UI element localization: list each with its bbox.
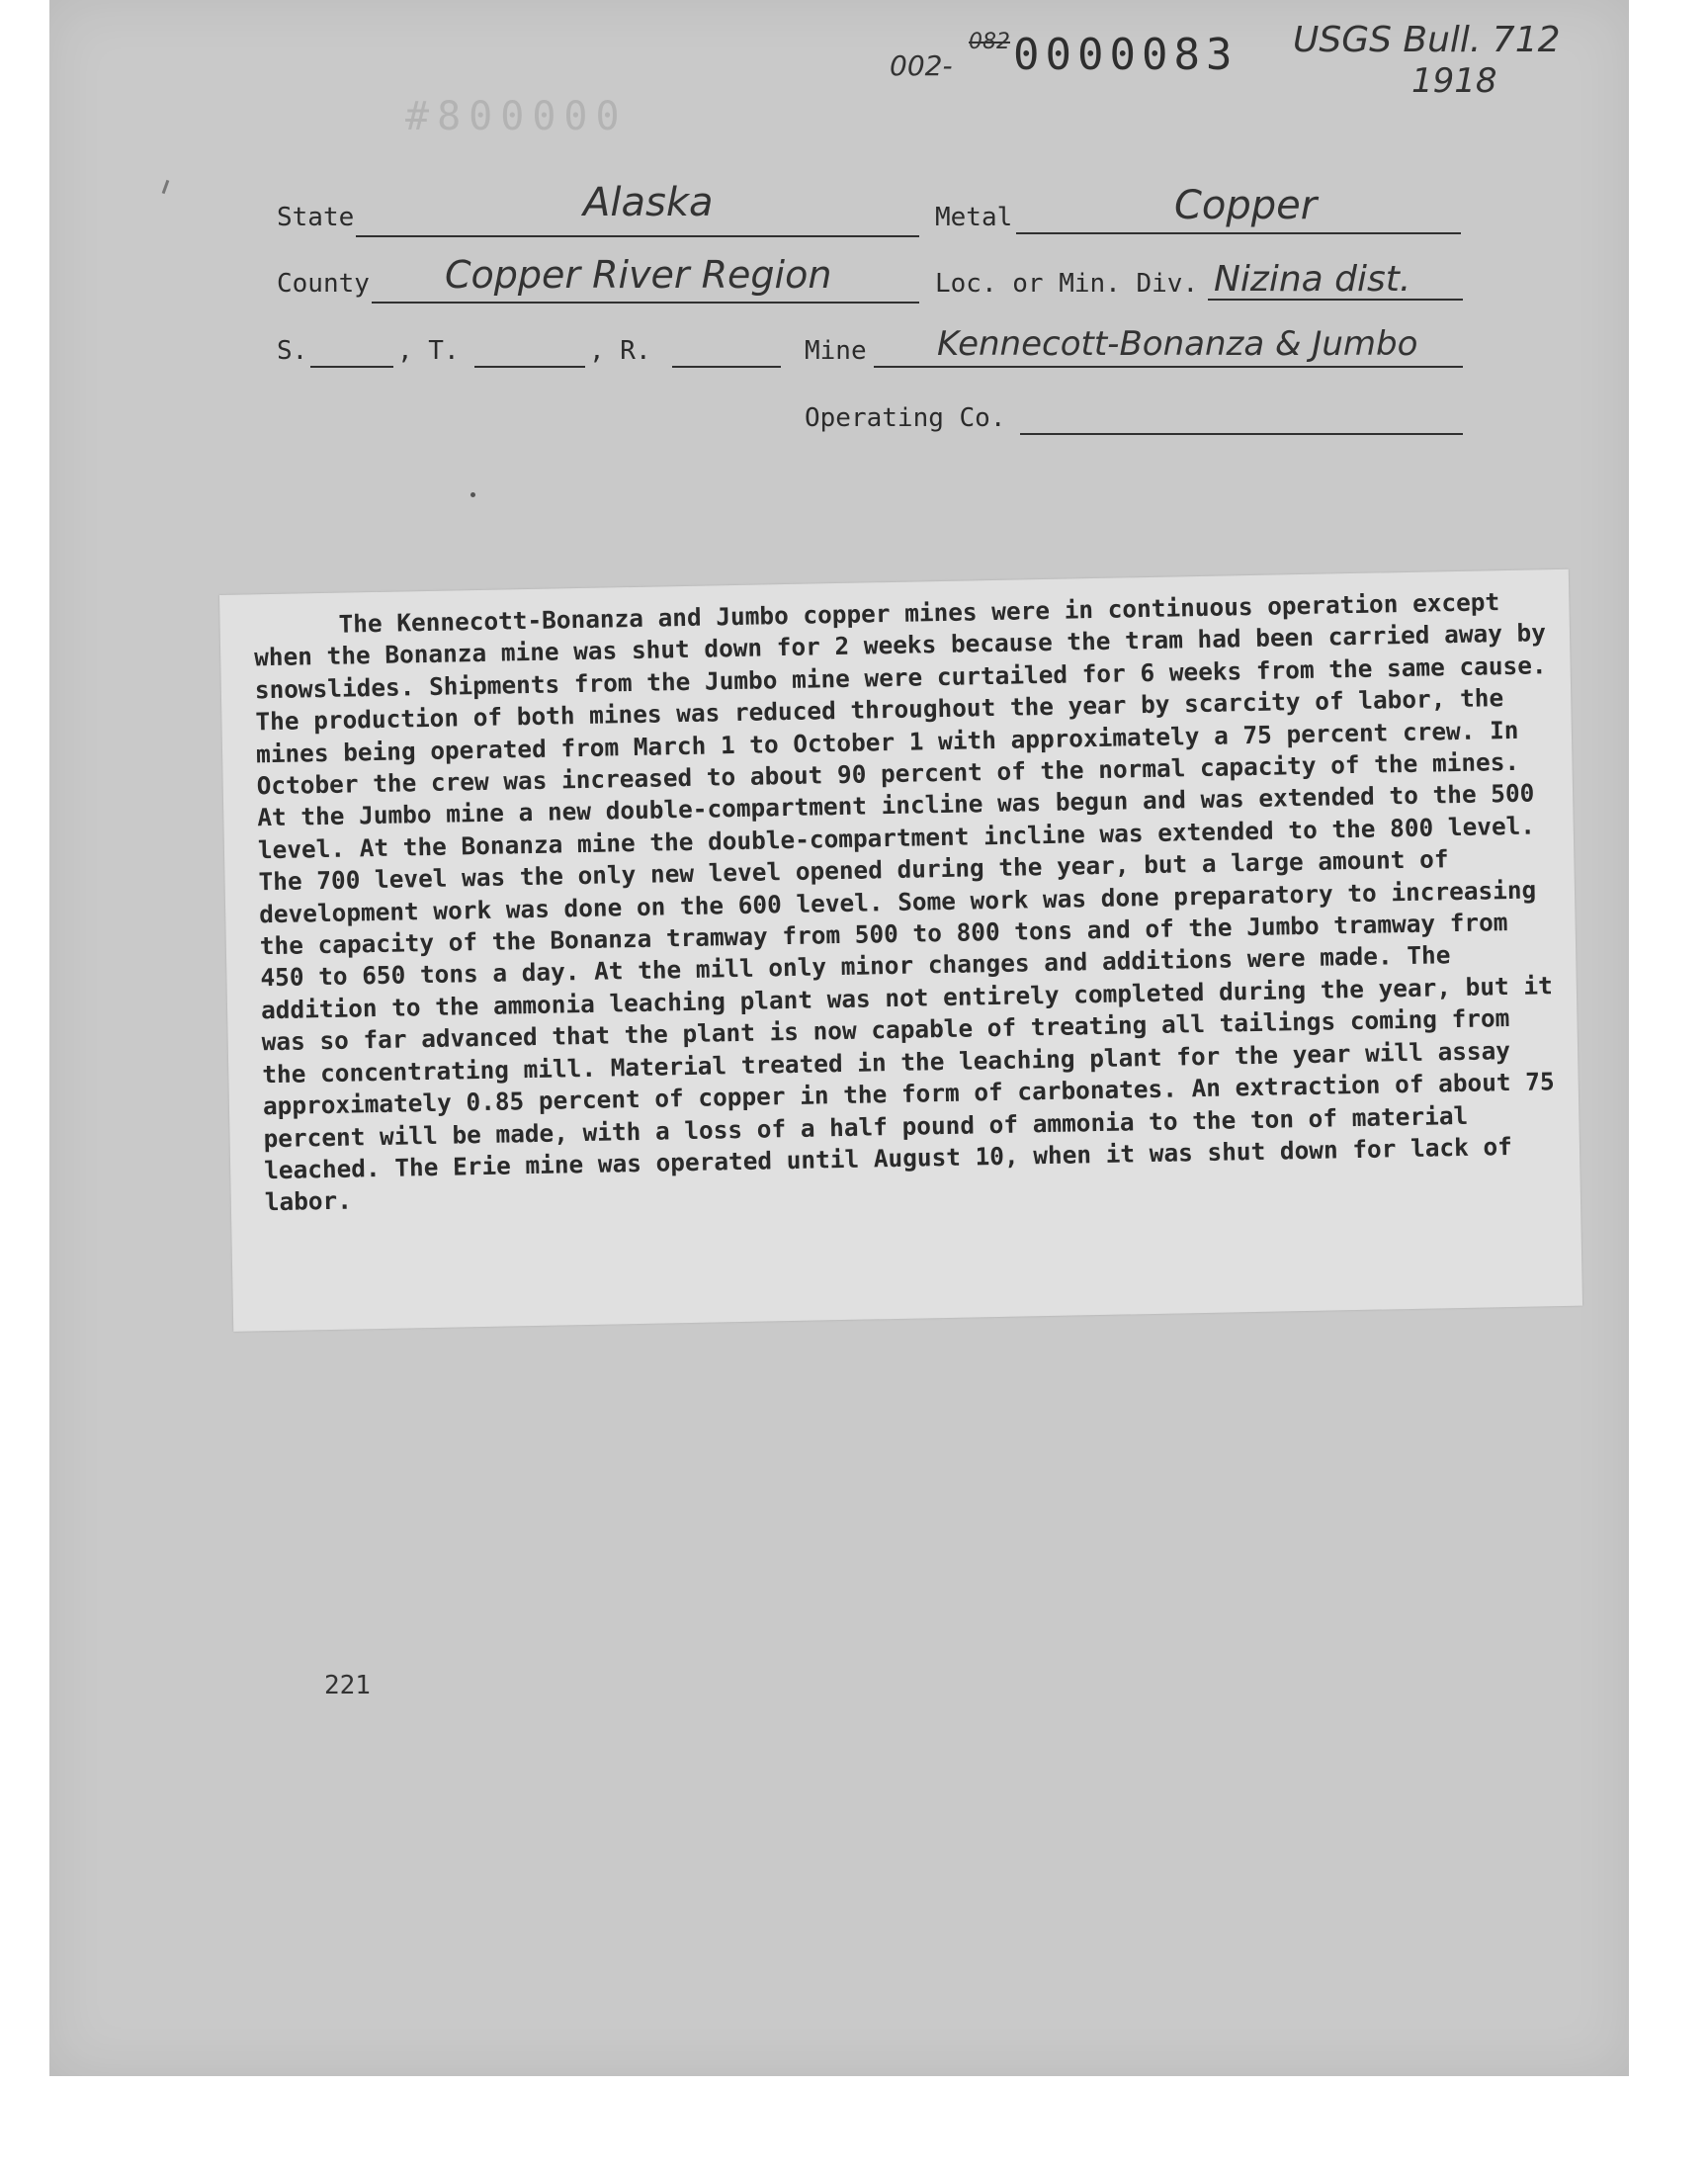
id-stamp-number: 0000083 [1013, 30, 1238, 80]
section-label: S. [277, 336, 308, 366]
state-label: State [277, 203, 355, 232]
source-note-bulletin: USGS Bull. 712 [1293, 20, 1561, 60]
metal-line [1016, 232, 1461, 234]
document-sheet [49, 0, 1629, 2076]
source-note-year: 1918 [1411, 61, 1497, 101]
metal-label: Metal [935, 203, 1013, 232]
state-line [356, 235, 919, 237]
id-prefix-handwritten: 002- [890, 49, 953, 82]
operating-co-label: Operating Co. [805, 403, 1006, 433]
typed-clipping [219, 569, 1582, 1332]
speck-mark [470, 492, 475, 497]
ghost-stamp-number: #800000 [405, 94, 628, 139]
township-label: , T. [397, 336, 460, 366]
page-number: 221 [324, 1671, 371, 1700]
mine-value: Kennecott-Bonanza & Jumbo [937, 324, 1418, 364]
range-label: , R. [589, 336, 651, 366]
operating-co-line [1020, 433, 1463, 435]
county-line [372, 302, 919, 304]
id-struck-number: 082 [969, 30, 1010, 54]
mine-label: Mine [805, 336, 867, 366]
county-label: County [277, 269, 370, 299]
mine-line [874, 366, 1463, 368]
clipping-text: The Kennecott-Bonanza and Jumbo copper mines were in continuous operation except when the Bonanza mine was shut down for 2 weeks because the tram had been carried away by snowslides. Shipments from the Jumbo mine were curtailed for 6 weeks from the same cause. The production of both mines was reduced throughout the year by scarcity of labor, the mines being operated from March 1 to October 1 with approximately a 75 percent crew. In October the crew was increased to about 90 percent of the normal capacity of the mines. At the Jumbo mine a new double-compartment incline was begun and was extended to the 500 level. At the Bonanza mine the double-compartment incline was extended to the 800 level. The 700 level was the only new level opened during the year, but a large amount of development work was done on the 600 level. Some work was done preparatory to increasing the capacity of the Bonanza tramway from 500 to 800 tons and of the Jumbo tramway from 450 to 650 tons a day. At the mill only minor changes and additions were made. The addition to the ammonia leaching plant was not entirely completed during the year, but it was so far advanced that the plant is now capable of treating all tailings coming from the concentrating mill. Material treated in the leaching plant for the year will assay approximately 0.85 percent of copper in the form of carbonates. An extraction of about 75 percent will be made, with a loss of a half pound of ammonia to the ton of material leached. The Erie mine was operated until August 10, when it was shut down for lack of labor. [253, 587, 1555, 1217]
state-value: Alaska [583, 180, 714, 225]
speck-mark [162, 180, 170, 194]
range-line [672, 366, 781, 368]
section-line [310, 366, 393, 368]
loc-label: Loc. or Min. Div. [935, 269, 1199, 299]
metal-value: Copper [1174, 183, 1318, 228]
township-line [474, 366, 585, 368]
county-value: Copper River Region [445, 253, 832, 297]
loc-value: Nizina dist. [1214, 259, 1411, 300]
